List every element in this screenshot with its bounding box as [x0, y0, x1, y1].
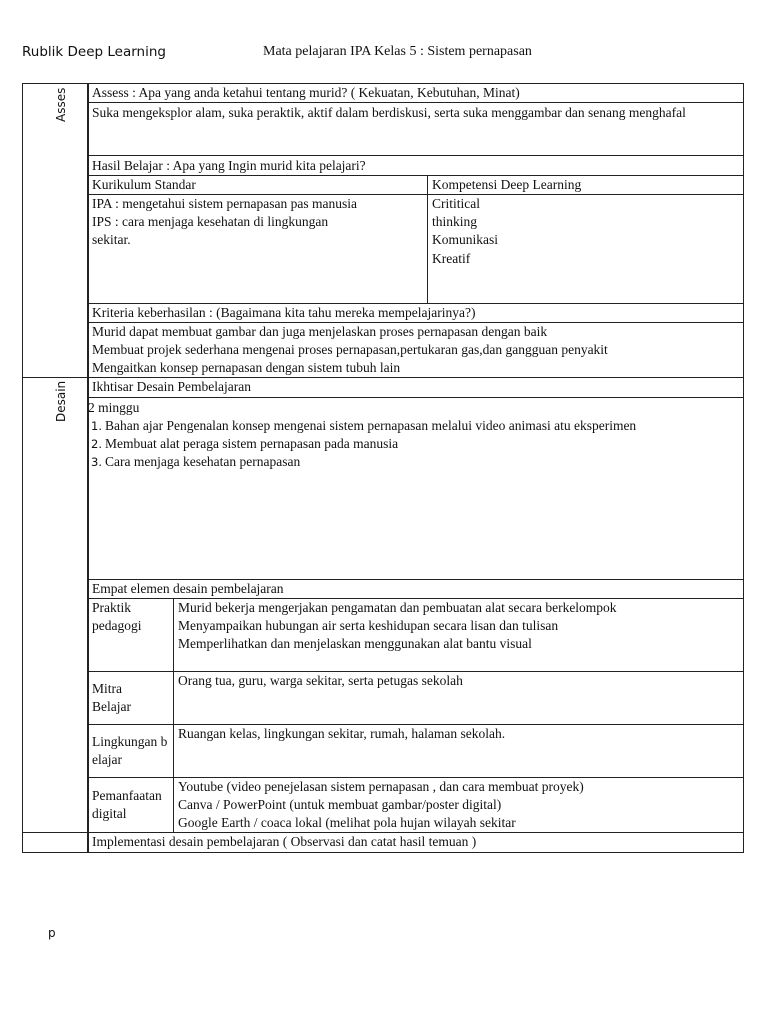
kriteria-content: [87, 322, 744, 378]
kompetensi-item: thinking: [432, 214, 478, 230]
element-content-praktik: [173, 598, 744, 672]
element-label-praktik: Praktik pedagogi: [87, 598, 174, 672]
kompetensi-item: Komunikasi: [432, 232, 498, 248]
element-line: Orang tua, guru, warga sekitar, serta petugas sekolah: [178, 673, 463, 688]
element-label-mitra: Mitra Belajar: [87, 671, 174, 725]
kurikulum-header: Kurikulum Standar: [87, 175, 428, 195]
side-label-desain: Desain: [54, 380, 68, 422]
element-line: Ruangan kelas, lingkungan sekitar, rumah, halaman sekolah.: [178, 726, 506, 741]
kriteria-line: Mengaitkan konsep pernapasan dengan sistem tubuh lain: [92, 360, 401, 376]
side-divider: [22, 832, 87, 833]
ikhtisar-step: 1. Bahan ajar Pengenalan konsep mengenai sistem pernapasan melalui video animasi atu eksperimen: [91, 418, 637, 434]
element-line: Memperlihatkan dan menjelaskan menggunakan alat bantu visual: [178, 636, 532, 652]
side-divider: [22, 377, 87, 378]
element-line: Canva / PowerPoint (untuk membuat gambar/poster digital): [178, 797, 502, 813]
empat-elemen-title: Empat elemen desain pembelajaran: [87, 579, 744, 599]
kurikulum-content: IPA : mengetahui sistem pernapasan pas manusia IPS : cara menjaga kesehatan di lingkungan sekitar.: [87, 194, 428, 304]
kompetensi-content: [427, 194, 744, 304]
footer-mark: p: [48, 926, 56, 940]
header-title: Rublik Deep Learning: [22, 44, 166, 60]
kriteria-title: Kriteria keberhasilan : (Bagaimana kita tahu mereka mempelajarinya?): [87, 303, 744, 323]
kriteria-line: Membuat projek sederhana mengenai proses pernapasan,pertukaran gas,dan gangguan penyakit: [92, 342, 608, 358]
assess-content: Suka mengeksplor alam, suka peraktik, aktif dalam berdiskusi, serta suka menggambar dan senang menghafal: [87, 102, 744, 156]
kompetensi-header: Kompetensi Deep Learning: [427, 175, 744, 195]
assess-title: Assess : Apa yang anda ketahui tentang murid? ( Kekuatan, Kebutuhan, Minat): [87, 83, 744, 103]
ikhtisar-step: 2. Membuat alat peraga sistem pernapasan pada manusia: [91, 436, 399, 452]
element-content-lingkungan: [173, 724, 744, 778]
ikhtisar-content: [87, 397, 744, 580]
element-content-mitra: [173, 671, 744, 725]
element-line: Murid bekerja mengerjakan pengamatan dan pembuatan alat secara berkelompok: [178, 600, 617, 615]
kompetensi-item: Crititical: [432, 196, 480, 211]
element-line: Youtube (video penejelasan sistem pernapasan , dan cara membuat proyek): [178, 779, 584, 794]
ikhtisar-steps: [88, 417, 743, 471]
element-label-digital: Pemanfaatan digital: [87, 777, 174, 833]
side-label-asses: Asses: [54, 87, 68, 122]
element-line: Google Earth / coaca lokal (melihat pola hujan wilayah sekitar: [178, 815, 516, 831]
element-label-lingkungan: Lingkungan belajar: [87, 724, 174, 778]
ikhtisar-duration: 2 minggu: [88, 400, 140, 415]
element-content-digital: [173, 777, 744, 833]
ikhtisar-step: 3. Cara menjaga kesehatan pernapasan: [91, 454, 301, 470]
header-subject: Mata pelajaran IPA Kelas 5 : Sistem pernapasan: [263, 44, 532, 59]
kompetensi-item: Kreatif: [432, 250, 471, 266]
implementasi-title: Implementasi desain pembelajaran ( Observasi dan catat hasil temuan ): [87, 832, 744, 853]
hasil-belajar-title: Hasil Belajar : Apa yang Ingin murid kita pelajari?: [87, 155, 744, 176]
element-line: Menyampaikan hubungan air serta keshidupan secara lisan dan tulisan: [178, 618, 559, 634]
side-column: [22, 83, 89, 853]
ikhtisar-title: Ikhtisar Desain Pembelajaran: [87, 377, 744, 398]
kriteria-line: Murid dapat membuat gambar dan juga menjelaskan proses pernapasan dengan baik: [92, 324, 548, 339]
